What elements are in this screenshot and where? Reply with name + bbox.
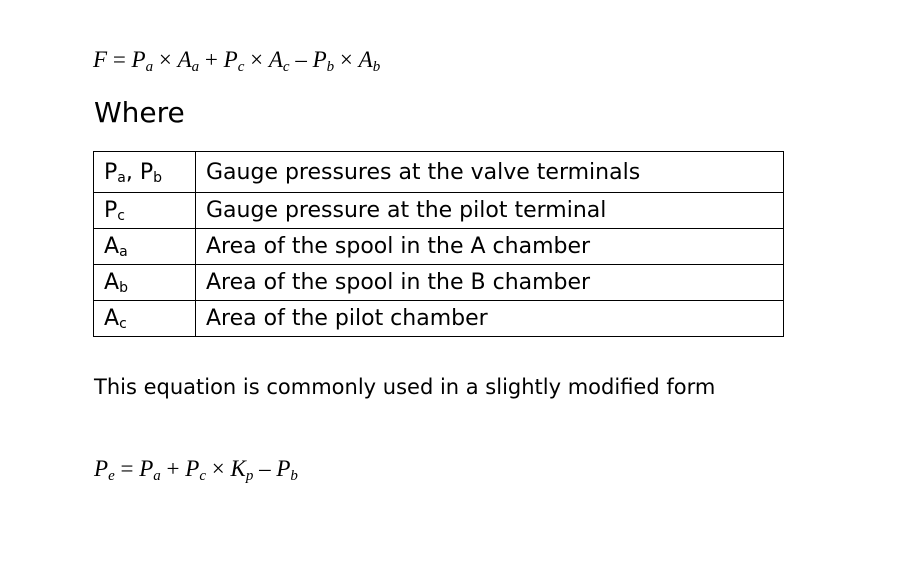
effective-pressure-equation: [94, 456, 298, 482]
symbol-sub: b: [153, 169, 163, 186]
symbol-cell: [94, 193, 196, 229]
var-kp: K: [230, 456, 246, 481]
var-ac: A: [268, 47, 283, 72]
var-pc: P: [223, 47, 238, 72]
equals-sign: =: [107, 47, 132, 72]
sub-e: e: [108, 468, 115, 484]
symbol-base: P: [104, 159, 118, 185]
var-ab: A: [358, 47, 373, 72]
description-cell: Area of the spool in the B chamber: [196, 265, 784, 301]
sub-c: c: [282, 59, 290, 75]
definitions-table: [93, 151, 784, 337]
var-aa: A: [177, 47, 192, 72]
var-pb: P: [312, 47, 327, 72]
var-pc: P: [185, 456, 200, 481]
sub-c: c: [237, 59, 245, 75]
var-pa: P: [131, 47, 146, 72]
description-cell: Area of the pilot chamber: [196, 301, 784, 337]
table-row: [94, 152, 784, 193]
symbol-sub: b: [119, 280, 128, 296]
table-row: [94, 301, 784, 337]
sub-b: b: [326, 59, 335, 75]
sub-a: a: [145, 59, 154, 75]
times-sign: ×: [206, 456, 231, 481]
sub-a: a: [191, 59, 200, 75]
sub-b: b: [290, 468, 298, 484]
description-cell: Gauge pressure at the pilot terminal: [196, 193, 784, 229]
sub-a: a: [153, 468, 161, 484]
plus-sign: +: [199, 47, 224, 72]
equals-sign: =: [114, 456, 140, 481]
symbol-base: A: [104, 306, 120, 331]
description-cell: Gauge pressures at the valve terminals: [196, 152, 784, 193]
symbol-base: P: [139, 159, 154, 185]
symbol-cell: [94, 152, 196, 193]
symbol-cell: [94, 301, 196, 337]
symbol-base: A: [104, 270, 120, 295]
symbol-sub: c: [119, 316, 127, 332]
times-sign: ×: [244, 47, 269, 72]
where-heading: Where: [94, 96, 185, 129]
force-equation: [93, 47, 380, 73]
table-row: [94, 229, 784, 265]
symbol-sub: c: [117, 208, 125, 224]
var-pe: P: [94, 456, 109, 481]
description-cell: Area of the spool in the A chamber: [196, 229, 784, 265]
times-sign: ×: [153, 47, 178, 72]
sub-p: p: [245, 468, 254, 484]
plus-sign: +: [160, 456, 186, 481]
table-row: [94, 265, 784, 301]
sub-c: c: [199, 468, 206, 484]
symbol-base: P: [104, 198, 118, 223]
var-pb: P: [276, 456, 291, 481]
symbol-base: A: [104, 234, 120, 259]
var-f: F: [93, 47, 108, 72]
symbol-sub: a: [119, 244, 128, 260]
sub-b: b: [372, 59, 381, 75]
symbol-cell: [94, 229, 196, 265]
note-text: This equation is commonly used in a slightly modified form: [94, 375, 716, 399]
minus-sign: –: [289, 47, 313, 72]
table-row: [94, 193, 784, 229]
minus-sign: –: [253, 456, 277, 481]
times-sign: ×: [334, 47, 359, 72]
symbol-cell: [94, 265, 196, 301]
var-pa: P: [139, 456, 154, 481]
symbol-separator: ,: [125, 159, 140, 185]
symbol-sub: a: [117, 169, 126, 186]
